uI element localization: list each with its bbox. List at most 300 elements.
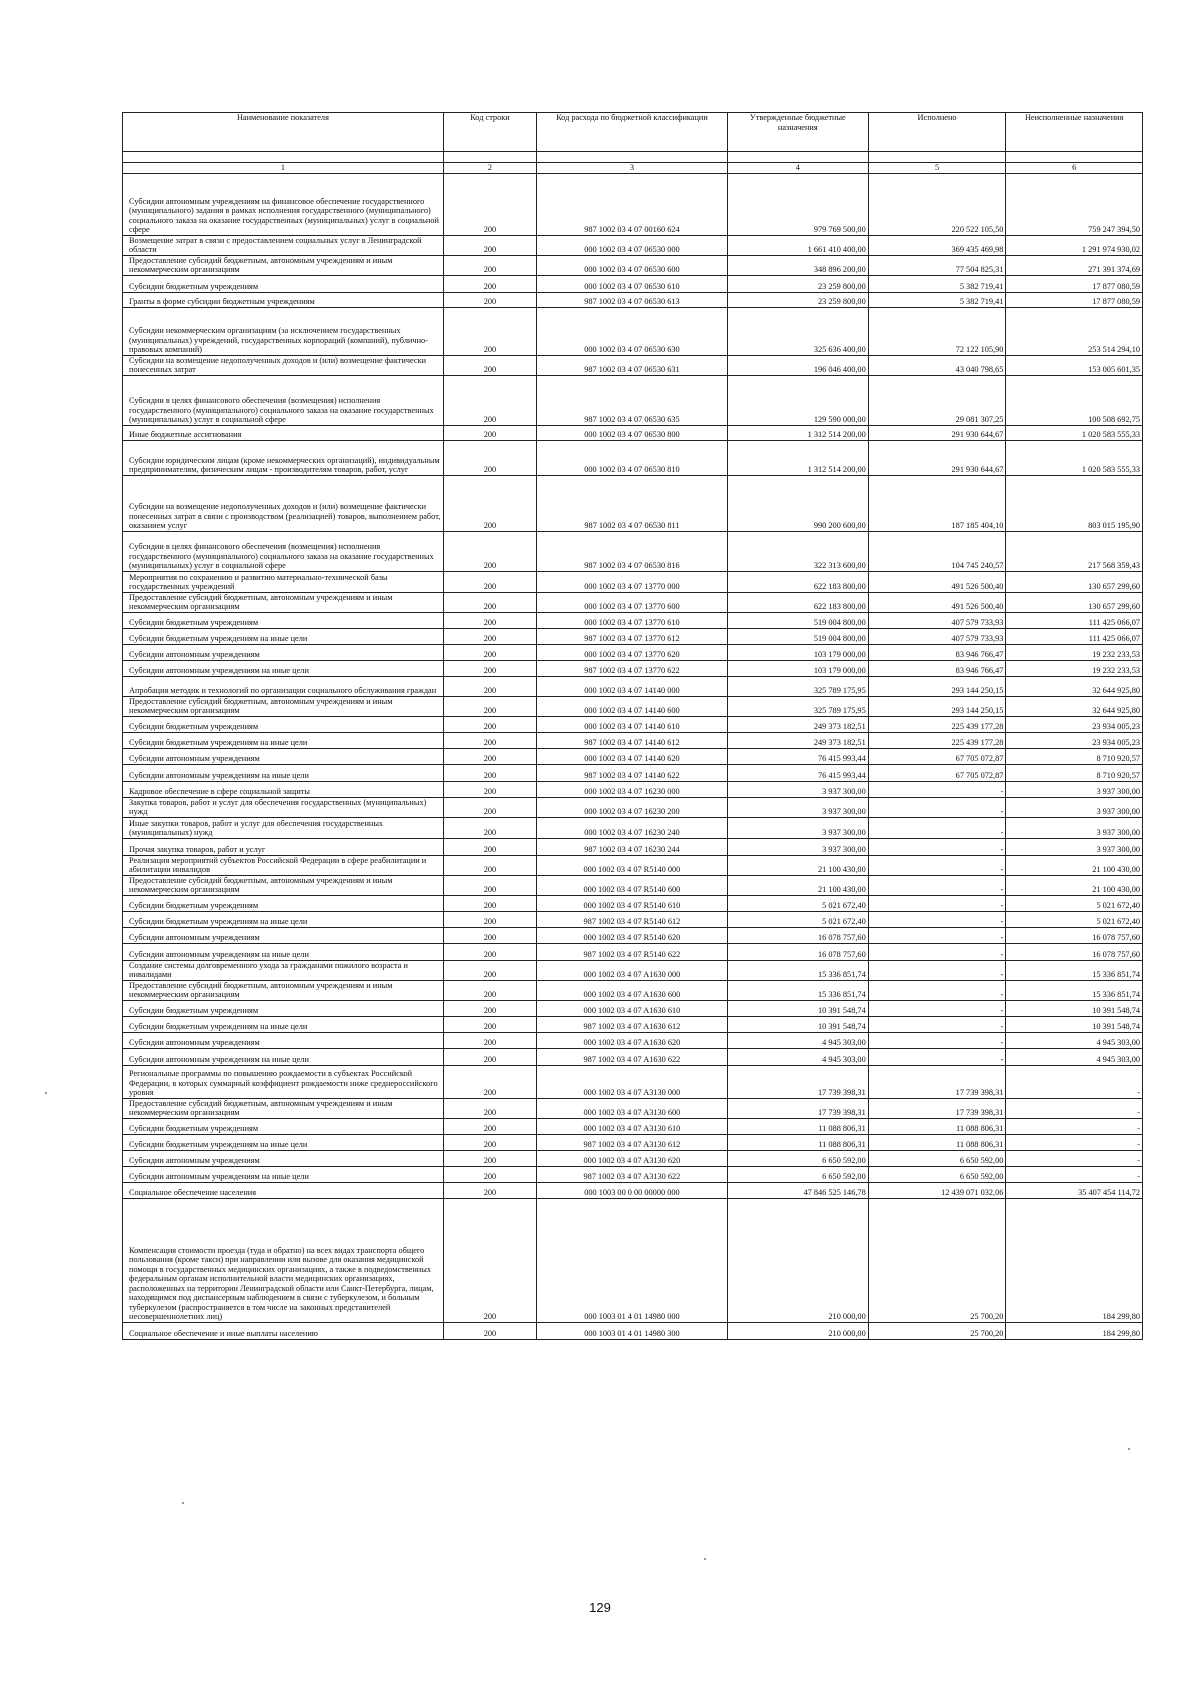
row-line-code-cell: 200 (443, 875, 536, 895)
row-approved-cell: 47 846 525 146,78 (727, 1182, 868, 1198)
table-row (123, 980, 1143, 1000)
row-executed-cell: 225 439 177,28 (868, 732, 1006, 748)
row-executed-cell: 491 526 500,40 (868, 571, 1006, 592)
row-executed-cell: - (868, 875, 1006, 895)
row-line-code-cell: 200 (443, 927, 536, 943)
row-unexecuted-cell: 4 945 303,00 (1006, 1032, 1143, 1048)
row-budget-code-cell: 987 1002 03 4 07 13770 622 (537, 660, 728, 676)
row-unexecuted-cell: 153 005 601,35 (1006, 355, 1143, 375)
row-unexecuted-cell: 19 232 233,53 (1006, 644, 1143, 660)
row-budget-code-cell: 987 1002 03 4 07 16230 244 (537, 838, 728, 855)
row-line-code-cell: 200 (443, 1182, 536, 1198)
row-line-code-cell: 200 (443, 307, 536, 355)
col-header-executed: Исполнено (868, 113, 1006, 152)
row-unexecuted-cell: 19 232 233,53 (1006, 660, 1143, 676)
table-row (123, 781, 1143, 797)
row-name-cell: Гранты в форме субсидии бюджетным учреждениям (123, 292, 444, 307)
row-name-cell: Субсидии на возмещение недополученных доходов и (или) возмещение фактически понесенных затрат (123, 355, 444, 375)
row-approved-cell: 519 004 800,00 (727, 628, 868, 644)
row-name-cell: Предоставление субсидий бюджетным, автономным учреждениям и иным некоммерческим организациям (123, 696, 444, 716)
row-approved-cell: 129 590 000,00 (727, 375, 868, 425)
row-unexecuted-cell: 3 937 300,00 (1006, 781, 1143, 797)
table-row (123, 275, 1143, 292)
row-approved-cell: 1 312 514 200,00 (727, 440, 868, 475)
row-line-code-cell: 200 (443, 817, 536, 838)
table-row (123, 307, 1143, 355)
row-executed-cell: 220 522 105,50 (868, 173, 1006, 235)
row-approved-cell: 5 021 672,40 (727, 895, 868, 911)
table-row (123, 375, 1143, 425)
row-executed-cell: 407 579 733,93 (868, 628, 1006, 644)
row-approved-cell: 249 373 182,51 (727, 732, 868, 748)
row-executed-cell: - (868, 943, 1006, 960)
row-executed-cell: 293 144 250,15 (868, 676, 1006, 696)
col-number: 6 (1006, 163, 1143, 174)
row-budget-code-cell: 987 1002 03 4 07 A3130 622 (537, 1166, 728, 1182)
table-row (123, 1000, 1143, 1016)
row-unexecuted-cell: 1 020 583 555,33 (1006, 425, 1143, 440)
table-row (123, 960, 1143, 980)
row-budget-code-cell: 987 1002 03 4 07 06530 631 (537, 355, 728, 375)
row-budget-code-cell: 000 1002 03 4 07 06530 800 (537, 425, 728, 440)
row-line-code-cell: 200 (443, 676, 536, 696)
row-unexecuted-cell: 8 710 920,57 (1006, 748, 1143, 764)
row-budget-code-cell: 000 1003 01 4 01 14980 000 (537, 1198, 728, 1322)
row-name-cell: Субсидии бюджетным учреждениям (123, 612, 444, 628)
table-row (123, 875, 1143, 895)
row-line-code-cell: 200 (443, 1134, 536, 1150)
row-budget-code-cell: 987 1002 03 4 07 06530 635 (537, 375, 728, 425)
row-approved-cell: 6 650 592,00 (727, 1150, 868, 1166)
row-approved-cell: 6 650 592,00 (727, 1166, 868, 1182)
row-line-code-cell: 200 (443, 1322, 536, 1339)
row-executed-cell: 491 526 500,40 (868, 592, 1006, 612)
row-budget-code-cell: 987 1002 03 4 07 A1630 612 (537, 1016, 728, 1032)
row-name-cell: Реализация мероприятий субъектов Российской Федерации в сфере реабилитации и абилитации инвалидов (123, 855, 444, 875)
row-name-cell: Субсидии автономным учреждениям на иные цели (123, 943, 444, 960)
row-executed-cell: 5 382 719,41 (868, 275, 1006, 292)
row-name-cell: Субсидии бюджетным учреждениям (123, 1000, 444, 1016)
row-budget-code-cell: 987 1002 03 4 07 06530 811 (537, 475, 728, 531)
row-executed-cell: 6 650 592,00 (868, 1166, 1006, 1182)
row-line-code-cell: 200 (443, 980, 536, 1000)
row-line-code-cell: 200 (443, 716, 536, 732)
row-line-code-cell: 200 (443, 440, 536, 475)
row-name-cell: Предоставление субсидий бюджетным, автономным учреждениям и иным некоммерческим организациям (123, 980, 444, 1000)
table-row (123, 1032, 1143, 1048)
row-unexecuted-cell: 23 934 005,23 (1006, 732, 1143, 748)
row-approved-cell: 17 739 398,31 (727, 1065, 868, 1098)
row-executed-cell: 12 439 071 032,06 (868, 1182, 1006, 1198)
row-approved-cell: 348 896 200,00 (727, 255, 868, 275)
row-unexecuted-cell: 184 299,80 (1006, 1322, 1143, 1339)
row-name-cell: Возмещение затрат в связи с предоставлением социальных услуг в Ленинградской области (123, 235, 444, 255)
table-row (123, 676, 1143, 696)
row-approved-cell: 1 661 410 400,00 (727, 235, 868, 255)
row-approved-cell: 21 100 430,00 (727, 855, 868, 875)
row-budget-code-cell: 987 1002 03 4 07 A1630 622 (537, 1048, 728, 1065)
row-executed-cell: 67 705 072,87 (868, 764, 1006, 781)
row-line-code-cell: 200 (443, 173, 536, 235)
row-unexecuted-cell: 111 425 066,07 (1006, 628, 1143, 644)
table-row (123, 748, 1143, 764)
row-executed-cell: 43 040 798,65 (868, 355, 1006, 375)
table-row (123, 911, 1143, 927)
row-unexecuted-cell: 5 021 672,40 (1006, 911, 1143, 927)
row-unexecuted-cell: 3 937 300,00 (1006, 817, 1143, 838)
row-line-code-cell: 200 (443, 375, 536, 425)
row-unexecuted-cell: - (1006, 1134, 1143, 1150)
row-budget-code-cell: 987 1002 03 4 07 14140 612 (537, 732, 728, 748)
row-budget-code-cell: 000 1002 03 4 07 14140 610 (537, 716, 728, 732)
row-name-cell: Субсидии автономным учреждениям на иные цели (123, 1048, 444, 1065)
col-number: 3 (537, 163, 728, 174)
row-approved-cell: 990 200 600,00 (727, 475, 868, 531)
row-executed-cell: - (868, 797, 1006, 817)
row-name-cell: Субсидии автономным учреждениям (123, 1150, 444, 1166)
row-unexecuted-cell: 100 508 692,75 (1006, 375, 1143, 425)
row-budget-code-cell: 987 1002 03 4 07 13770 612 (537, 628, 728, 644)
row-budget-code-cell: 000 1002 03 4 07 13770 610 (537, 612, 728, 628)
row-approved-cell: 325 636 400,00 (727, 307, 868, 355)
row-unexecuted-cell: 16 078 757,60 (1006, 943, 1143, 960)
row-line-code-cell: 200 (443, 628, 536, 644)
row-budget-code-cell: 000 1003 00 0 00 00000 000 (537, 1182, 728, 1198)
row-executed-cell: - (868, 911, 1006, 927)
row-line-code-cell: 200 (443, 292, 536, 307)
row-approved-cell: 622 183 800,00 (727, 592, 868, 612)
table-row (123, 1182, 1143, 1198)
row-budget-code-cell: 000 1002 03 4 07 06530 810 (537, 440, 728, 475)
table-row (123, 592, 1143, 612)
row-name-cell: Апробация методик и технологий по организации социального обслуживания граждан (123, 676, 444, 696)
table-row (123, 425, 1143, 440)
row-budget-code-cell: 987 1002 03 4 07 A3130 612 (537, 1134, 728, 1150)
budget-execution-table (122, 112, 1143, 1340)
row-executed-cell: 17 739 398,31 (868, 1065, 1006, 1098)
row-line-code-cell: 200 (443, 571, 536, 592)
row-line-code-cell: 200 (443, 1048, 536, 1065)
row-approved-cell: 249 373 182,51 (727, 716, 868, 732)
table-row (123, 355, 1143, 375)
row-name-cell: Субсидии автономным учреждениям (123, 927, 444, 943)
row-executed-cell: 291 930 644,67 (868, 440, 1006, 475)
row-executed-cell: 29 081 307,25 (868, 375, 1006, 425)
row-executed-cell: 77 504 825,31 (868, 255, 1006, 275)
row-name-cell: Субсидии бюджетным учреждениям на иные цели (123, 1134, 444, 1150)
row-name-cell: Кадровое обеспечение в сфере социальной защиты (123, 781, 444, 797)
row-executed-cell: 369 435 469,98 (868, 235, 1006, 255)
row-unexecuted-cell: 3 937 300,00 (1006, 797, 1143, 817)
row-name-cell: Субсидии автономным учреждениям (123, 644, 444, 660)
scan-speck (704, 1558, 706, 1560)
row-unexecuted-cell: 10 391 548,74 (1006, 1016, 1143, 1032)
row-approved-cell: 3 937 300,00 (727, 797, 868, 817)
row-approved-cell: 210 000,00 (727, 1198, 868, 1322)
row-approved-cell: 103 179 000,00 (727, 660, 868, 676)
table-row (123, 797, 1143, 817)
header-spacer-row (123, 152, 1143, 163)
row-name-cell: Субсидии бюджетным учреждениям (123, 1118, 444, 1134)
row-line-code-cell: 200 (443, 1000, 536, 1016)
row-executed-cell: 187 185 404,10 (868, 475, 1006, 531)
row-line-code-cell: 200 (443, 1016, 536, 1032)
row-unexecuted-cell: 32 644 925,80 (1006, 676, 1143, 696)
row-approved-cell: 5 021 672,40 (727, 911, 868, 927)
row-unexecuted-cell: - (1006, 1065, 1143, 1098)
column-number-row (123, 163, 1143, 174)
row-unexecuted-cell: 17 877 080,59 (1006, 275, 1143, 292)
table-row (123, 855, 1143, 875)
row-unexecuted-cell: - (1006, 1098, 1143, 1118)
row-executed-cell: - (868, 1048, 1006, 1065)
row-approved-cell: 210 000,00 (727, 1322, 868, 1339)
row-budget-code-cell: 000 1002 03 4 07 13770 000 (537, 571, 728, 592)
table-row (123, 628, 1143, 644)
row-executed-cell: 67 705 072,87 (868, 748, 1006, 764)
row-unexecuted-cell: 130 657 299,60 (1006, 592, 1143, 612)
row-unexecuted-cell: 4 945 303,00 (1006, 1048, 1143, 1065)
row-approved-cell: 17 739 398,31 (727, 1098, 868, 1118)
row-name-cell: Предоставление субсидий бюджетным, автономным учреждениям и иным некоммерческим организациям (123, 875, 444, 895)
row-unexecuted-cell: 803 015 195,90 (1006, 475, 1143, 531)
row-budget-code-cell: 000 1002 03 4 07 A1630 610 (537, 1000, 728, 1016)
row-approved-cell: 23 259 800,00 (727, 275, 868, 292)
row-name-cell: Прочая закупка товаров, работ и услуг (123, 838, 444, 855)
row-budget-code-cell: 000 1002 03 4 07 A3130 610 (537, 1118, 728, 1134)
row-line-code-cell: 200 (443, 644, 536, 660)
row-approved-cell: 15 336 851,74 (727, 980, 868, 1000)
row-line-code-cell: 200 (443, 660, 536, 676)
row-executed-cell: 291 930 644,67 (868, 425, 1006, 440)
row-budget-code-cell: 987 1002 03 4 07 R5140 622 (537, 943, 728, 960)
row-line-code-cell: 200 (443, 1118, 536, 1134)
row-approved-cell: 322 313 600,00 (727, 531, 868, 571)
header-row (123, 113, 1143, 152)
row-line-code-cell: 200 (443, 275, 536, 292)
row-name-cell: Субсидии автономным учреждениям на финансовое обеспечение государственного (муниципального) задания в рамках исполнения государственного (муниципального) социального заказа на оказание государственных (муниципальных) услуг в социальной сфере (123, 173, 444, 235)
row-line-code-cell: 200 (443, 855, 536, 875)
row-line-code-cell: 200 (443, 943, 536, 960)
row-approved-cell: 11 088 806,31 (727, 1134, 868, 1150)
scan-speck (45, 1092, 47, 1094)
row-budget-code-cell: 000 1002 03 4 07 R5140 600 (537, 875, 728, 895)
row-name-cell: Компенсация стоимости проезда (туда и обратно) на всех видах транспорта общего пользования (кроме такси) при направлении или вызове для оказания медицинской помощи в государственных медицинских организациях, а также в подведомственных федеральным органам исполнительной власти медицинских организациях, расположенных на территории Ленинградской области или Санкт-Петербурга, лицам, находящимся под диспансерным наблюдением в связи с туберкулезом, и больным туберкулезом (распространяется в том числе на законных представителей несовершеннолетних лиц) (123, 1198, 444, 1322)
row-name-cell: Субсидии бюджетным учреждениям (123, 275, 444, 292)
row-unexecuted-cell: 759 247 394,50 (1006, 173, 1143, 235)
row-approved-cell: 76 415 993,44 (727, 748, 868, 764)
row-unexecuted-cell: - (1006, 1166, 1143, 1182)
row-budget-code-cell: 000 1002 03 4 07 A3130 620 (537, 1150, 728, 1166)
row-executed-cell: - (868, 1032, 1006, 1048)
row-executed-cell: 11 088 806,31 (868, 1134, 1006, 1150)
row-name-cell: Субсидии автономным учреждениям (123, 1032, 444, 1048)
table-row (123, 838, 1143, 855)
row-budget-code-cell: 987 1002 03 4 07 R5140 612 (537, 911, 728, 927)
row-unexecuted-cell: 130 657 299,60 (1006, 571, 1143, 592)
row-executed-cell: 83 946 766,47 (868, 644, 1006, 660)
row-line-code-cell: 200 (443, 612, 536, 628)
row-name-cell: Субсидии автономным учреждениям (123, 748, 444, 764)
table-row (123, 440, 1143, 475)
row-name-cell: Субсидии в целях финансового обеспечения (возмещения) исполнения государственного (муниципального) социального заказа на оказание государственных (муниципальных) услуг в социальной сфере (123, 375, 444, 425)
table-body (123, 173, 1143, 1339)
row-unexecuted-cell: 111 425 066,07 (1006, 612, 1143, 628)
row-line-code-cell: 200 (443, 732, 536, 748)
row-executed-cell: 25 700,20 (868, 1198, 1006, 1322)
row-line-code-cell: 200 (443, 797, 536, 817)
row-approved-cell: 16 078 757,60 (727, 927, 868, 943)
table-row (123, 531, 1143, 571)
row-name-cell: Субсидии автономным учреждениям на иные цели (123, 764, 444, 781)
row-name-cell: Субсидии бюджетным учреждениям (123, 895, 444, 911)
row-line-code-cell: 200 (443, 1150, 536, 1166)
row-line-code-cell: 200 (443, 592, 536, 612)
table-row (123, 1166, 1143, 1182)
row-budget-code-cell: 000 1002 03 4 07 14140 600 (537, 696, 728, 716)
table-row (123, 612, 1143, 628)
row-line-code-cell: 200 (443, 475, 536, 531)
row-budget-code-cell: 000 1002 03 4 07 R5140 000 (537, 855, 728, 875)
row-approved-cell: 519 004 800,00 (727, 612, 868, 628)
row-name-cell: Иные закупки товаров, работ и услуг для обеспечения государственных (муниципальных) нужд (123, 817, 444, 838)
row-line-code-cell: 200 (443, 255, 536, 275)
table-row (123, 1134, 1143, 1150)
row-executed-cell: 407 579 733,93 (868, 612, 1006, 628)
row-name-cell: Мероприятия по сохранению и развитию материально-технической базы государственных учреждений (123, 571, 444, 592)
col-number: 2 (443, 163, 536, 174)
row-unexecuted-cell: 21 100 430,00 (1006, 875, 1143, 895)
table-row (123, 475, 1143, 531)
row-executed-cell: 25 700,20 (868, 1322, 1006, 1339)
row-executed-cell: - (868, 855, 1006, 875)
row-line-code-cell: 200 (443, 1032, 536, 1048)
row-unexecuted-cell: 5 021 672,40 (1006, 895, 1143, 911)
col-number: 5 (868, 163, 1006, 174)
row-budget-code-cell: 000 1002 03 4 07 06530 600 (537, 255, 728, 275)
row-unexecuted-cell: 16 078 757,60 (1006, 927, 1143, 943)
row-approved-cell: 4 945 303,00 (727, 1032, 868, 1048)
row-name-cell: Субсидии бюджетным учреждениям на иные цели (123, 732, 444, 748)
row-approved-cell: 3 937 300,00 (727, 781, 868, 797)
row-executed-cell: 72 122 105,90 (868, 307, 1006, 355)
table-row (123, 1150, 1143, 1166)
row-executed-cell: 11 088 806,31 (868, 1118, 1006, 1134)
row-unexecuted-cell: - (1006, 1150, 1143, 1166)
row-line-code-cell: 200 (443, 838, 536, 855)
row-unexecuted-cell: 10 391 548,74 (1006, 1000, 1143, 1016)
row-budget-code-cell: 000 1002 03 4 07 A3130 600 (537, 1098, 728, 1118)
row-name-cell: Субсидии автономным учреждениям на иные цели (123, 1166, 444, 1182)
row-line-code-cell: 200 (443, 1098, 536, 1118)
row-name-cell: Социальное обеспечение населения (123, 1182, 444, 1198)
row-unexecuted-cell: 253 514 294,10 (1006, 307, 1143, 355)
table-row (123, 1016, 1143, 1032)
row-budget-code-cell: 000 1002 03 4 07 A1630 600 (537, 980, 728, 1000)
row-name-cell: Субсидии некоммерческим организациям (за исключением государственных (муниципальных) учреждений, государственных корпораций (компаний), публично-правовых компаний) (123, 307, 444, 355)
table-row (123, 817, 1143, 838)
row-budget-code-cell: 987 1002 03 4 07 06530 816 (537, 531, 728, 571)
row-name-cell: Социальное обеспечение и иные выплаты населению (123, 1322, 444, 1339)
col-header-approved: Утвержденные бюджетные назначения (727, 113, 868, 152)
row-executed-cell: 6 650 592,00 (868, 1150, 1006, 1166)
row-unexecuted-cell: 21 100 430,00 (1006, 855, 1143, 875)
row-budget-code-cell: 987 1002 03 4 07 06530 613 (537, 292, 728, 307)
row-unexecuted-cell: 1 291 974 930,02 (1006, 235, 1143, 255)
row-budget-code-cell: 000 1002 03 4 07 06530 000 (537, 235, 728, 255)
table-row (123, 571, 1143, 592)
table-row (123, 1065, 1143, 1098)
row-budget-code-cell: 000 1002 03 4 07 R5140 620 (537, 927, 728, 943)
table-row (123, 660, 1143, 676)
row-approved-cell: 103 179 000,00 (727, 644, 868, 660)
table-row (123, 1118, 1143, 1134)
table-row (123, 716, 1143, 732)
row-approved-cell: 16 078 757,60 (727, 943, 868, 960)
row-unexecuted-cell: 184 299,80 (1006, 1198, 1143, 1322)
row-unexecuted-cell: 35 407 454 114,72 (1006, 1182, 1143, 1198)
row-approved-cell: 11 088 806,31 (727, 1118, 868, 1134)
table-row (123, 895, 1143, 911)
row-executed-cell: - (868, 980, 1006, 1000)
row-approved-cell: 21 100 430,00 (727, 875, 868, 895)
row-budget-code-cell: 000 1002 03 4 07 14140 000 (537, 676, 728, 696)
row-name-cell: Субсидии бюджетным учреждениям (123, 716, 444, 732)
row-name-cell: Субсидии бюджетным учреждениям на иные цели (123, 1016, 444, 1032)
row-line-code-cell: 200 (443, 1166, 536, 1182)
row-approved-cell: 3 937 300,00 (727, 838, 868, 855)
row-executed-cell: - (868, 1016, 1006, 1032)
table-row (123, 943, 1143, 960)
row-approved-cell: 15 336 851,74 (727, 960, 868, 980)
table-row (123, 1098, 1143, 1118)
table-row (123, 927, 1143, 943)
row-budget-code-cell: 000 1002 03 4 07 13770 620 (537, 644, 728, 660)
table-row (123, 292, 1143, 307)
row-budget-code-cell: 000 1002 03 4 07 A3130 000 (537, 1065, 728, 1098)
row-approved-cell: 10 391 548,74 (727, 1016, 868, 1032)
table-row (123, 1322, 1143, 1339)
row-approved-cell: 23 259 800,00 (727, 292, 868, 307)
row-name-cell: Предоставление субсидий бюджетным, автономным учреждениям и иным некоммерческим организациям (123, 592, 444, 612)
col-header-name: Наименование показателя (123, 113, 444, 152)
row-line-code-cell: 200 (443, 355, 536, 375)
row-budget-code-cell: 000 1002 03 4 07 16230 240 (537, 817, 728, 838)
row-unexecuted-cell: 271 391 374,69 (1006, 255, 1143, 275)
row-unexecuted-cell: - (1006, 1118, 1143, 1134)
row-name-cell: Субсидии юридическим лицам (кроме некоммерческих организаций), индивидуальным предпринимателям, физическим лицам - производителям товаров, работ, услуг (123, 440, 444, 475)
row-name-cell: Субсидии бюджетным учреждениям на иные цели (123, 628, 444, 644)
row-budget-code-cell: 000 1002 03 4 07 06530 610 (537, 275, 728, 292)
row-approved-cell: 196 046 400,00 (727, 355, 868, 375)
row-executed-cell: 293 144 250,15 (868, 696, 1006, 716)
col-header-line-code: Код строки (443, 113, 536, 152)
table-row (123, 1048, 1143, 1065)
row-name-cell: Предоставление субсидий бюджетным, автономным учреждениям и иным некоммерческим организациям (123, 255, 444, 275)
row-executed-cell: 5 382 719,41 (868, 292, 1006, 307)
scan-speck (182, 1502, 184, 1504)
table-row (123, 644, 1143, 660)
row-unexecuted-cell: 32 644 925,80 (1006, 696, 1143, 716)
row-approved-cell: 76 415 993,44 (727, 764, 868, 781)
row-name-cell: Закупка товаров, работ и услуг для обеспечения государственных (муниципальных) нужд (123, 797, 444, 817)
row-approved-cell: 10 391 548,74 (727, 1000, 868, 1016)
row-name-cell: Субсидии в целях финансового обеспечения (возмещения) исполнения государственного (муниципального) социального заказа на оказание государственных (муниципальных) услуг в социальной сфере (123, 531, 444, 571)
row-executed-cell: - (868, 960, 1006, 980)
row-budget-code-cell: 000 1002 03 4 07 R5140 610 (537, 895, 728, 911)
row-approved-cell: 622 183 800,00 (727, 571, 868, 592)
row-budget-code-cell: 000 1002 03 4 07 14140 620 (537, 748, 728, 764)
